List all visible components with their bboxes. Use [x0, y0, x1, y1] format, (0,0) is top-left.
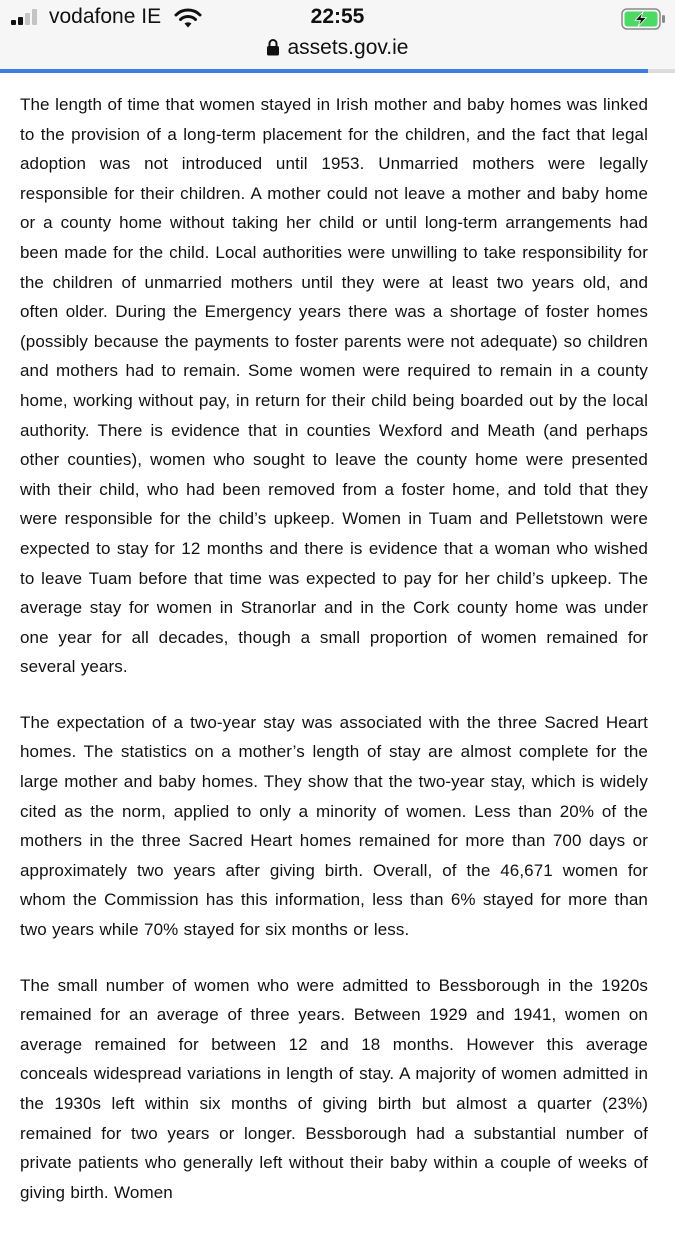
signal-bar: [25, 13, 30, 25]
carrier-name: vodafone IE: [49, 5, 162, 28]
wifi-icon: [174, 7, 202, 29]
document-paragraph: The expectation of a two-year stay was associated with the three Sacred Heart homes. The statistics on a mother’s length of stay are almost complete for the large mother and baby homes. They show that the two-year stay, which is widely cited as the norm, applied to only a minority of women. Less than 20% of the mothers in the three Sacred Heart homes remained for more than 700 days or approximately two years after giving birth. Overall, of the 46,671 women for whom the Commission has this information, less than 6% stayed for more than two years while 70% stayed for six months or less.: [20, 712, 648, 940]
page-load-progress-fill: [0, 69, 648, 73]
url-text: assets.gov.ie: [287, 36, 409, 59]
url-display[interactable]: [0, 36, 675, 60]
signal-bar: [18, 17, 23, 25]
signal-strength-icon: [11, 9, 43, 25]
signal-bar: [32, 9, 37, 25]
clock: 22:55: [310, 5, 365, 28]
document-body: [20, 90, 648, 1233]
lock-icon: [266, 38, 280, 56]
document-paragraph: The small number of women who were admitted to Bessborough in the 1920s remained for an average of three years. Between 1929 and 1941, women on average remained for between 12 and 18 months. However this average conceals widespread variations in length of stay. A majority of women admitted in the 1930s left within six months of giving birth but almost a quarter (23%) remained for two years or longer. Bessborough had a substantial number of private patients who generally left without their baby within a couple of weeks of giving birth. Women: [20, 975, 648, 1202]
page-load-progress: [0, 69, 675, 73]
signal-bar: [11, 20, 16, 25]
address-bar[interactable]: [0, 36, 675, 70]
document-paragraph: The length of time that women stayed in Irish mother and baby homes was linked to the provision of a long-term placement for the children, and the fact that legal adoption was not introduced until 1953. Unmarried mothers were legally responsible for their children. A mother could not leave a mother and baby home or a county home without taking her child or until long-term arrangements had been made for the child. Local authorities were unwilling to take responsibility for the children of unmarried mothers until they were at least two years old, and often older. During the Emergency years there was a shortage of foster homes (possibly because the payments to foster parents were not adequate) so children and mothers had to remain. Some women were required to remain in a county home, working without pay, in return for their child being boarded out by the local authority. There is evidence that in counties Wexford and Meath (and perhaps other counties), women who sought to leave the county home were presented with their child, who had been removed from a foster home, and told that they were responsible for the child’s upkeep. Women in Tuam and Pelletstown were expected to stay for 12 months and there is evidence that a woman who wished to leave Tuam before that time was expected to pay for her child’s upkeep. The average stay for women in Stranorlar and in the Cork county home was under one year for all decades, though a small proportion of women remained for several years.: [20, 95, 648, 677]
status-bar: [0, 0, 675, 36]
battery-charging-icon: [621, 8, 667, 30]
